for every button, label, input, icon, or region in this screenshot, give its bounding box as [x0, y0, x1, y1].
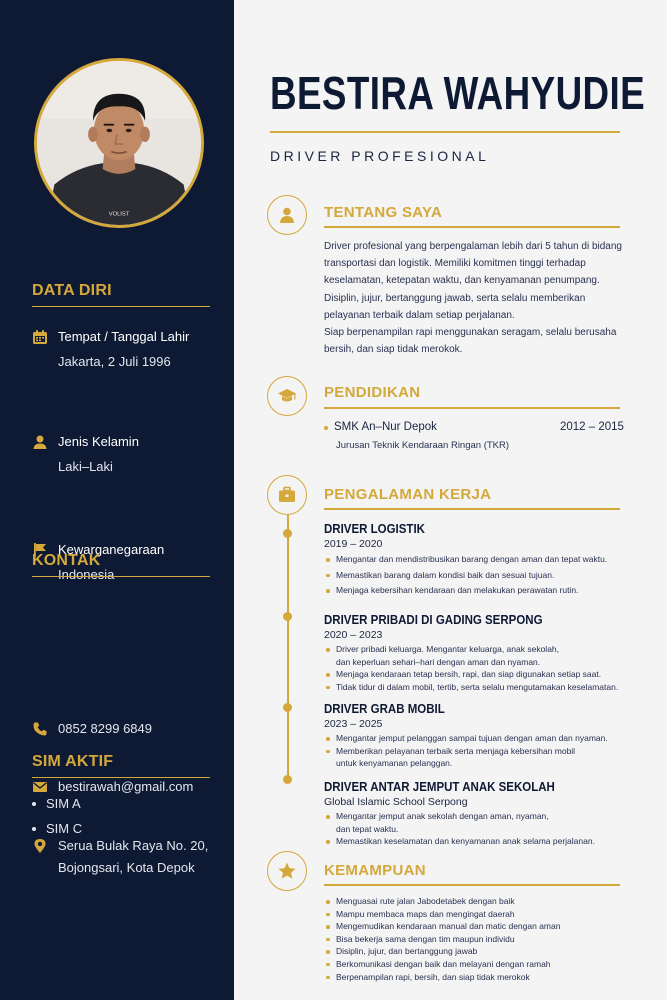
job-title: DRIVER PRIBADI DI GADING SERPONG — [324, 613, 543, 627]
contact-heading: KONTAK — [32, 552, 210, 577]
address-line-2: Bojongsari, Kota Depok — [58, 860, 195, 875]
skills-list — [324, 895, 624, 983]
skill-item: Mampu membaca maps dan mengingat daerah — [324, 908, 624, 921]
profile-photo — [34, 58, 204, 228]
personal-data-section — [32, 282, 210, 307]
job-period: 2019 – 2020 — [324, 538, 383, 550]
about-text — [324, 238, 624, 358]
candidate-role: DRIVER PROFESIONAL — [270, 148, 490, 164]
job-bullet: Memberikan pelayanan terbaik serta menjaga kebersihan mobil — [324, 745, 624, 758]
birth-info — [32, 328, 210, 370]
birth-label: Tempat / Tanggal Lahir — [58, 329, 190, 344]
timeline-dot — [283, 612, 292, 621]
sidebar — [0, 0, 234, 1000]
job-title: DRIVER GRAB MOBIL — [324, 702, 445, 716]
briefcase-icon — [277, 485, 297, 505]
education-bullet — [324, 426, 328, 430]
job-bullet: Memastikan barang dalam kondisi baik dan sesuai tujuan. — [324, 569, 624, 582]
email-address[interactable]: bestirawah@gmail.com — [58, 779, 194, 794]
envelope-icon — [32, 779, 48, 795]
job-bullet: Driver pribadi keluarga. Mengantar keluarga, anak sekolah, — [324, 643, 624, 656]
skill-item: Berpenampilan rapi, bersih, dan siap tidak merokok — [324, 971, 624, 984]
person-icon — [32, 434, 48, 450]
phone-icon — [32, 721, 48, 737]
gender-label: Jenis Kelamin — [58, 434, 139, 449]
education-divider — [324, 407, 620, 409]
about-title: TENTANG SAYA — [324, 204, 443, 221]
personal-data-heading: DATA DIRI — [32, 282, 210, 307]
about-line: Siap berpenampilan rapi menggunakan seragam, selalu berusaha — [324, 327, 617, 339]
license-item: SIM C — [32, 820, 210, 837]
gender-info — [32, 433, 210, 475]
job-bullet-continuation: untuk kenyamanan pelanggan. — [336, 758, 453, 768]
phone-number[interactable]: 0852 8299 6849 — [58, 721, 152, 736]
license-list — [32, 795, 210, 837]
skill-item: Menguasai rute jalan Jabodetabek dengan baik — [324, 895, 624, 908]
person-icon — [277, 205, 297, 225]
job-bullet: Tidak tidur di dalam mobil, tertib, serta selalu mengutamakan keselamatan. — [324, 681, 624, 694]
job-bullet: Memastikan keselamatan dan kenyamanan anak selama perjalanan. — [324, 835, 624, 848]
education-school: SMK An–Nur Depok — [334, 421, 437, 433]
education-section-icon — [267, 376, 307, 416]
nationality-value: Indonesia — [58, 567, 115, 582]
job-entry — [324, 701, 624, 770]
location-pin-icon — [32, 838, 48, 854]
education-title: PENDIDIKAN — [324, 384, 421, 401]
license-item: SIM A — [32, 795, 210, 812]
skill-item: Berkomunikasi dengan baik dan melayani dengan ramah — [324, 958, 624, 971]
phone-row[interactable] — [32, 718, 210, 740]
shirt-logo-text: VOLIST — [108, 211, 130, 218]
about-line: keselamatan, ketepatan waktu, dan kenyamanan penumpang. — [324, 275, 600, 287]
skill-item: Mengemudikan kendaraan manual dan matic dengan aman — [324, 920, 624, 933]
job-bullet: Mengantar jemput pelanggan sampai tujuan dengan aman dan nyaman. — [324, 732, 624, 745]
about-line: pelayanan terbaik dalam setiap perjalanan. — [324, 309, 515, 321]
star-icon — [277, 861, 297, 881]
candidate-name: BESTIRA WAHYUDIE — [270, 67, 646, 119]
job-title: DRIVER LOGISTIK — [324, 522, 425, 536]
profile-photo-illustration — [37, 61, 201, 225]
about-line: bersih, dan siap tidak merokok. — [324, 344, 463, 356]
skill-item: Disiplin, jujur, dan bertanggung jawab — [324, 945, 624, 958]
job-title: DRIVER ANTAR JEMPUT ANAK SEKOLAH — [324, 780, 555, 794]
job-bullet-continuation: dan tepat waktu. — [336, 823, 399, 834]
timeline-dot — [283, 529, 292, 538]
job-bullet: Mengantar dan mendistribusikan barang dengan aman dan tepat waktu. — [324, 553, 624, 566]
experience-timeline — [287, 515, 289, 778]
about-line: Driver profesional yang berpengalaman lebih dari 5 tahun di bidang — [324, 241, 622, 252]
job-bullet: Menjaga kebersihan kendaraan dan melakukan perawatan rutin. — [324, 584, 624, 597]
job-period: 2020 – 2023 — [324, 629, 383, 641]
contact-section — [32, 552, 210, 577]
job-entry — [324, 779, 624, 848]
education-major: Jurusan Teknik Kendaraan Ringan (TKR) — [336, 440, 510, 451]
timeline-dot — [283, 703, 292, 712]
address-line-1: Serua Bulak Raya No. 20, — [58, 838, 209, 853]
timeline-dot — [283, 775, 292, 784]
license-section — [32, 753, 210, 778]
job-employer: Global Islamic School Serpong — [324, 796, 468, 808]
nationality-label: Kewarganegaraan — [58, 542, 165, 557]
about-line: transportasi dan logistik. Memiliki komitmen tinggi terhadap — [324, 258, 586, 270]
experience-section-icon — [267, 475, 307, 515]
about-line: Disiplin, jujur, bertanggung jawab, serta selalu memberikan — [324, 292, 586, 304]
calendar-icon — [32, 329, 48, 345]
education-years: 2012 – 2015 — [560, 421, 624, 433]
job-bullet-continuation: dan keperluan sehari–hari dengan aman dan nyaman. — [336, 656, 541, 667]
name-divider — [270, 131, 620, 133]
skills-divider — [324, 884, 620, 886]
skills-title: KEMAMPUAN — [324, 862, 426, 879]
job-entry — [324, 612, 624, 693]
job-bullet: Menjaga kendaraan tetap bersih, rapi, dan siap digunakan setiap saat. — [324, 668, 624, 681]
gender-value: Laki–Laki — [58, 459, 113, 474]
skills-section-icon — [267, 851, 307, 891]
about-divider — [324, 226, 620, 228]
experience-title: PENGALAMAN KERJA — [324, 486, 492, 503]
job-entry — [324, 521, 624, 597]
about-section-icon — [267, 195, 307, 235]
job-period: 2023 – 2025 — [324, 718, 383, 730]
graduation-cap-icon — [277, 386, 297, 406]
main-content — [234, 0, 667, 1000]
license-heading: SIM AKTIF — [32, 753, 210, 778]
job-bullet: Mengantar jemput anak sekolah dengan aman, nyaman, — [324, 810, 624, 823]
birth-value: Jakarta, 2 Juli 1996 — [58, 354, 171, 369]
skill-item: Bisa bekerja sama dengan tim maupun individu — [324, 933, 624, 946]
address-row — [32, 835, 210, 879]
experience-divider — [324, 508, 620, 510]
